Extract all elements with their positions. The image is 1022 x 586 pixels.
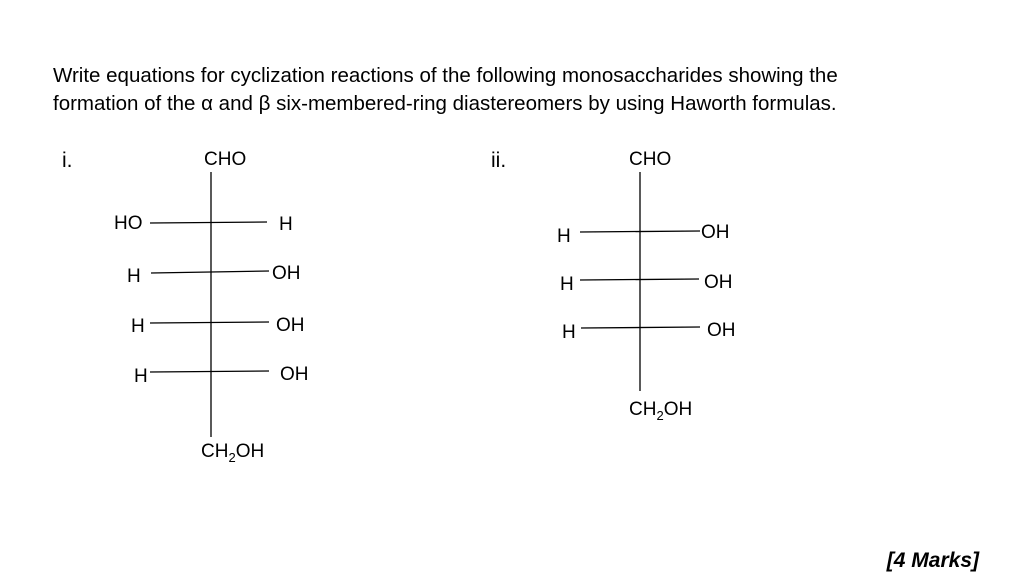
structure-i-row4-left: H [134, 366, 148, 387]
structure-ii-row1-bond [580, 231, 700, 232]
fischer-projection-ii [557, 149, 736, 423]
structure-ii-row2-right: OH [704, 272, 733, 293]
structure-ii-row1-right: OH [701, 222, 730, 243]
marks-label: [4 Marks] [886, 549, 979, 572]
structure-ii-label: ii. [491, 149, 507, 172]
structure-ii-row2-bond [580, 279, 699, 280]
structure-i-row1-bond [150, 222, 267, 223]
structure-i-top-group: CHO [204, 149, 247, 170]
question-line-2: formation of the α and β six-membered-ring diastereomers by using Haworth formulas. [53, 92, 837, 115]
structure-i-row1-left: HO [114, 213, 143, 234]
structure-i-row3-right: OH [276, 315, 305, 336]
structure-i-label: i. [62, 149, 73, 172]
structure-ii-row3-right: OH [707, 320, 736, 341]
structure-i-row2-bond [151, 271, 269, 273]
structure-i-row1-right: H [279, 214, 293, 235]
structure-i-row4-bond [150, 371, 269, 372]
structure-i-row4-right: OH [280, 364, 309, 385]
fischer-projection-i [114, 149, 309, 465]
question-line-1: Write equations for cyclization reactions of the following monosaccharides showing the [53, 64, 838, 87]
structure-ii-row1-left: H [557, 226, 571, 247]
structure-ii-row3-left: H [562, 322, 576, 343]
structure-ii-top-group: CHO [629, 149, 672, 170]
structure-ii-bottom-group: $CH_2OH$ [629, 399, 693, 423]
structure-i-row3-left: H [131, 316, 145, 337]
structure-i-row2-left: H [127, 266, 141, 287]
structure-ii-row3-bond [581, 327, 700, 328]
structure-ii-row2-left: H [560, 274, 574, 295]
structure-i-bottom-group: $CH_2OH$ [201, 441, 265, 465]
structure-i-row3-bond [150, 322, 269, 323]
structure-i-row2-right: OH [272, 263, 301, 284]
